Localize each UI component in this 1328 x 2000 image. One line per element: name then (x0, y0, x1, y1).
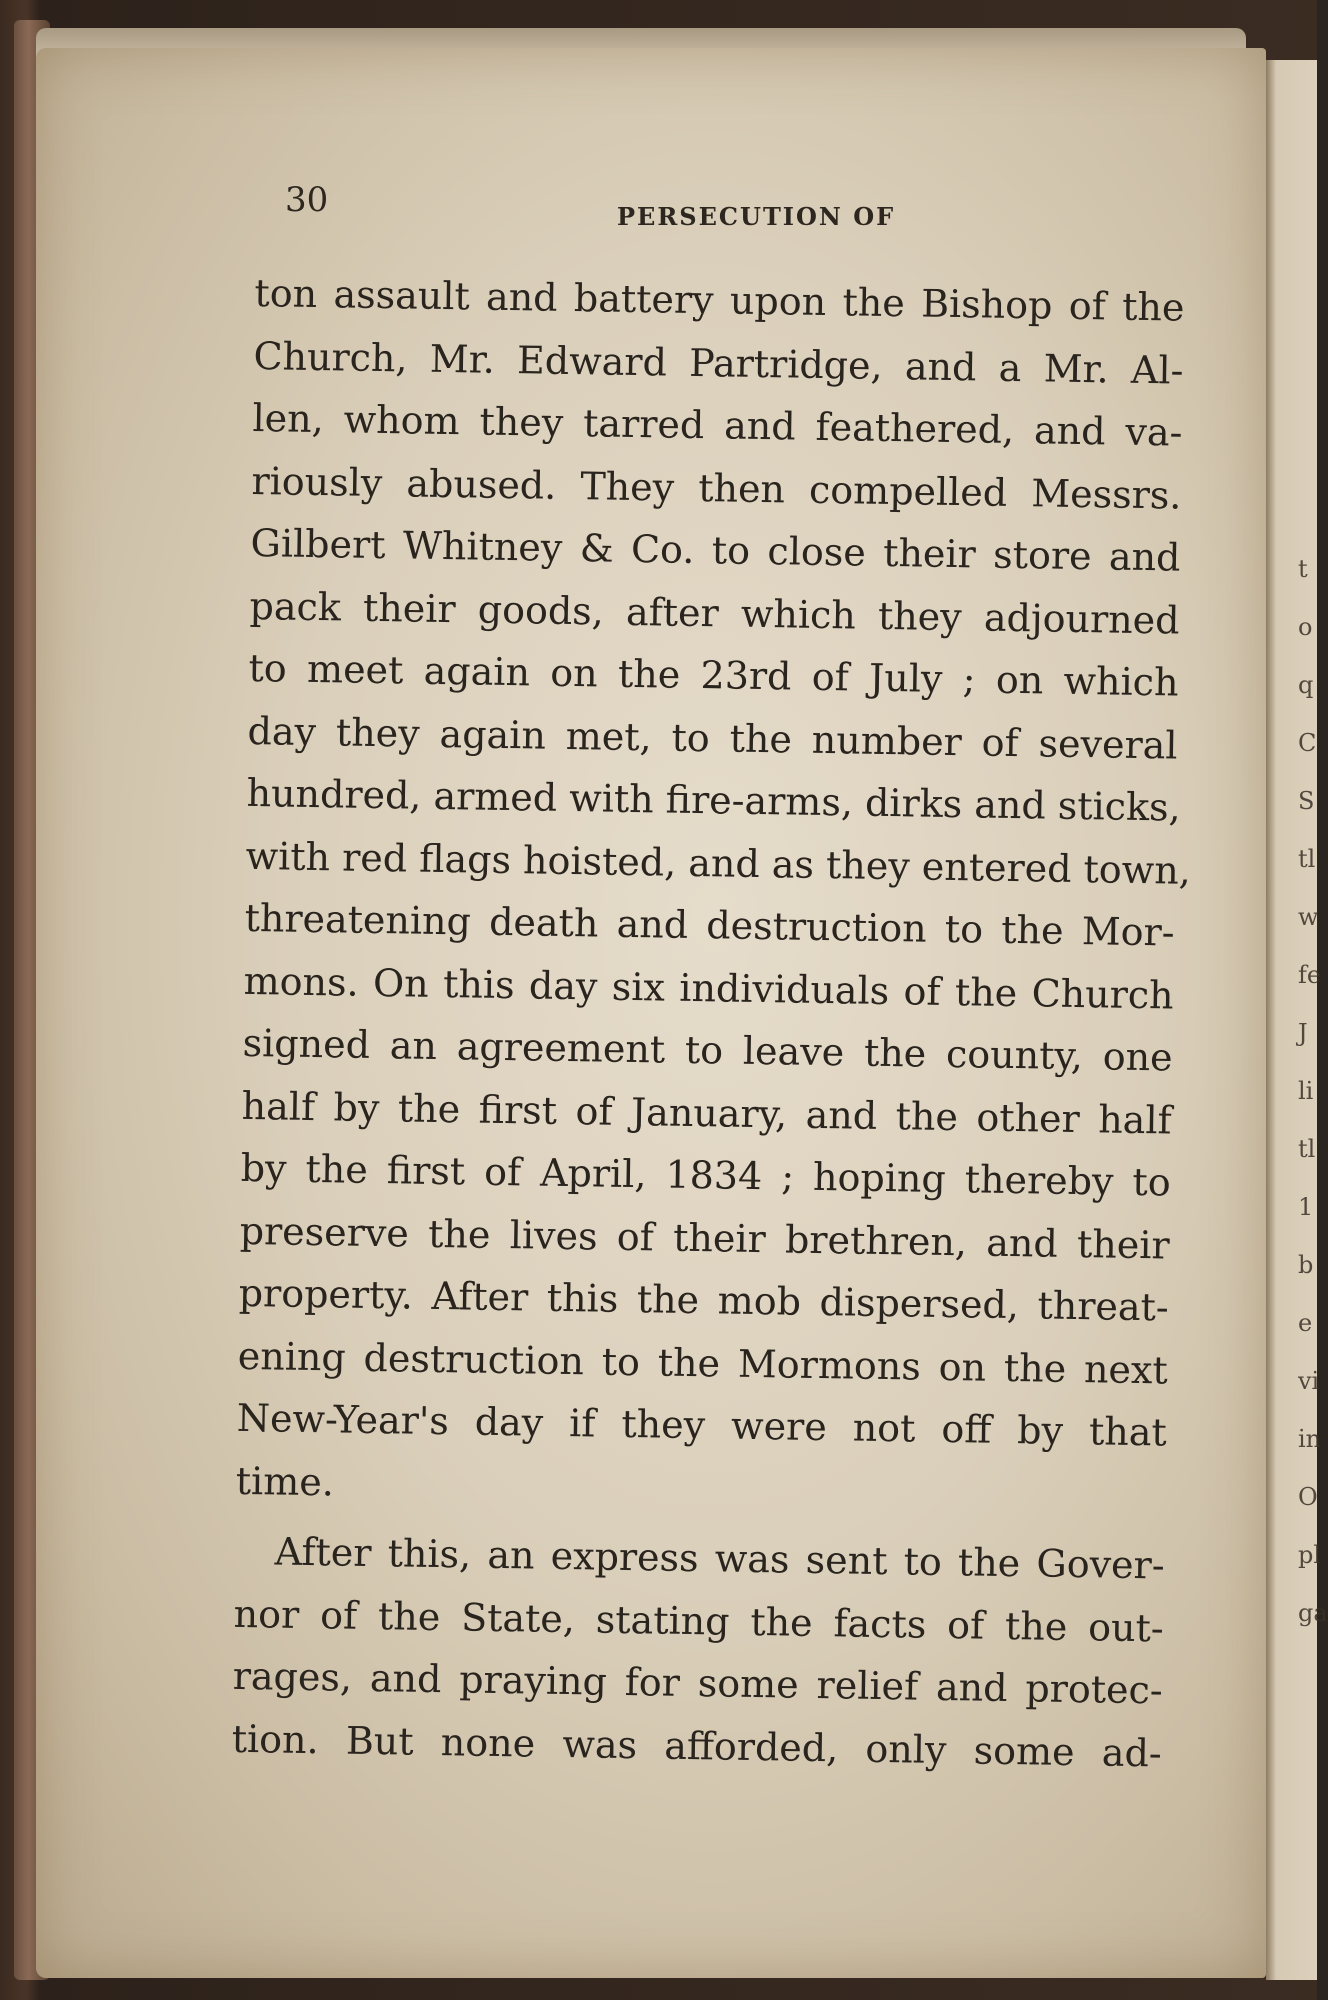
text-line: mons. On this day six individuals of the Church (243, 958, 1174, 1018)
facing-page-fragment: vi (1298, 1367, 1320, 1395)
text-line: half by the first of January, and the other half (241, 1083, 1172, 1143)
body-text (231, 262, 1205, 1785)
page-header (285, 180, 905, 230)
facing-page-fragment: 1 (1298, 1193, 1314, 1221)
text-line: with red flags hoisted, and as they entered town, (245, 833, 1192, 893)
text-line: day they again met, to the number of several (247, 708, 1178, 768)
paragraph (231, 1520, 1185, 1785)
text-line: to meet again on the 23rd of July ; on which (248, 645, 1179, 705)
text-line: rages, and praying for some relief and protec- (232, 1653, 1164, 1713)
page-number: 30 (285, 180, 329, 220)
facing-page-fragment: ga (1298, 1599, 1328, 1627)
text-line: len, whom they tarred and feathered, and va- (252, 395, 1183, 455)
text-line: by the first of April, 1834 ; hoping thereby to (240, 1145, 1172, 1205)
facing-page-fragment: C (1298, 729, 1317, 757)
facing-page-fragment: tl (1298, 845, 1316, 873)
text-line: preserve the lives of their brethren, and their (239, 1208, 1171, 1267)
text-line: time. (235, 1458, 335, 1504)
facing-page-fragment: in (1298, 1425, 1322, 1453)
text-line: hundred, armed with fire-arms, dirks and sticks, (246, 770, 1181, 830)
text-line: riously abused. They then compelled Messrs. (251, 458, 1182, 518)
facing-page-fragment: J (1298, 1019, 1308, 1047)
text-line: threatening death and destruction to the Mor- (244, 895, 1175, 955)
text-line: Church, Mr. Edward Partridge, and a Mr. Al- (253, 333, 1184, 393)
facing-page-fragment: tl (1298, 1135, 1316, 1163)
text-line: ton assault and battery upon the Bishop of the (254, 270, 1185, 330)
text-line: Gilbert Whitney & Co. to close their store and (250, 520, 1181, 580)
text-line: ening destruction to the Mormons on the next (237, 1333, 1169, 1392)
text-line: New-Year's day if they were not off by that (236, 1395, 1168, 1455)
text-line: property. After this the mob dispersed, threat- (238, 1270, 1170, 1330)
text-line: pack their goods, after which they adjourned (249, 583, 1180, 643)
facing-page-fragment: pl (1298, 1541, 1322, 1569)
facing-page-fragment: q (1298, 671, 1314, 699)
facing-page-fragment: e (1298, 1309, 1313, 1337)
facing-page-fragment: O (1298, 1483, 1318, 1511)
facing-page-text-fragments (1298, 540, 1328, 1642)
facing-page-fragment: li (1298, 1077, 1314, 1105)
text-line: After this, an express was sent to the Gover- (274, 1529, 1165, 1588)
text-line: nor of the State, stating the facts of the out- (233, 1591, 1165, 1650)
facing-page-fragment: t (1298, 555, 1308, 583)
facing-page-fragment: w (1298, 903, 1319, 931)
facing-page-fragment: o (1298, 613, 1313, 641)
running-head: PERSECUTION OF (617, 202, 896, 231)
text-line: signed an agreement to leave the county, one (242, 1020, 1173, 1080)
facing-page-fragment: S (1298, 787, 1315, 815)
facing-page-fragment: fe (1298, 961, 1322, 989)
paragraph (235, 262, 1205, 1527)
facing-page-fragment: b (1298, 1251, 1314, 1279)
text-line: tion. But none was afforded, only some ad- (231, 1716, 1163, 1775)
